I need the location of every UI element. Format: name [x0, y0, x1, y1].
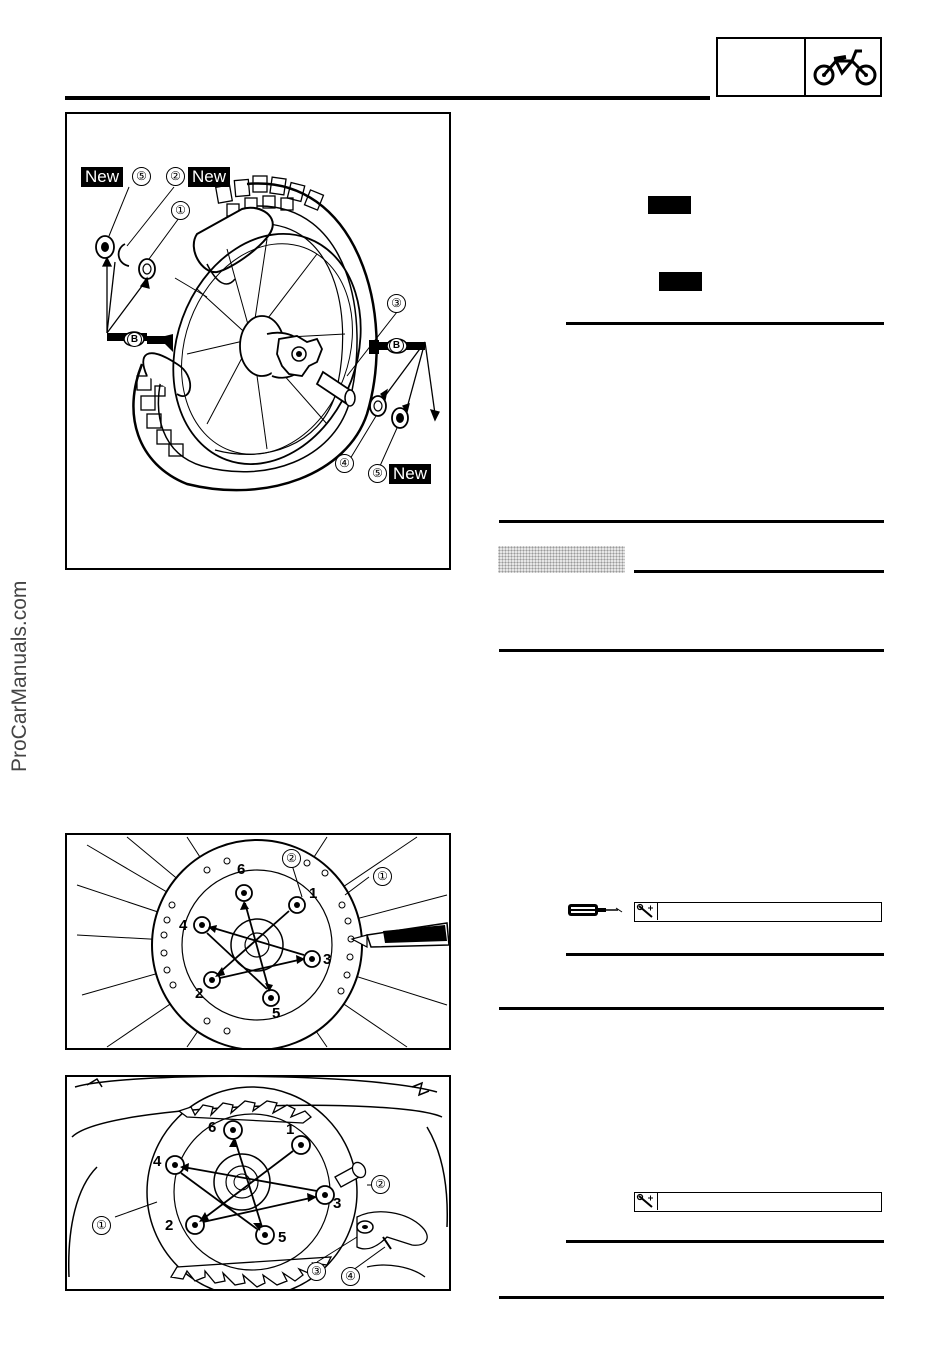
bolt-seq-5: 5 — [272, 1005, 281, 1022]
rule-r5 — [566, 953, 884, 956]
rule-r2 — [499, 520, 884, 523]
rule-r7 — [566, 1240, 884, 1243]
bolt-seq-2: 2 — [165, 1217, 174, 1234]
wrench-icon — [635, 1193, 658, 1210]
bolt-seq-4: 4 — [179, 917, 188, 934]
grease-label-b: B — [127, 332, 142, 347]
figure-sprocket — [65, 1075, 451, 1291]
new-badge: New — [81, 167, 123, 187]
rule-r3 — [634, 570, 884, 573]
torque-box-1 — [634, 902, 882, 922]
bolt-seq-6: 6 — [208, 1119, 217, 1136]
callout-5: ⑤ — [132, 167, 151, 186]
rule-r4 — [499, 649, 884, 652]
rule-r6 — [499, 1007, 884, 1010]
sprocket-drawing — [67, 1077, 449, 1289]
rule-r8 — [499, 1296, 884, 1299]
new-badge: New — [389, 464, 431, 484]
callout-3: ③ — [387, 294, 406, 313]
figure-brake-disc — [65, 833, 451, 1050]
bolt-seq-4: 4 — [153, 1153, 162, 1170]
wrench-icon — [635, 903, 658, 920]
callout-2: ② — [282, 849, 301, 868]
callout-3: ③ — [307, 1262, 326, 1281]
callout-4: ④ — [341, 1267, 360, 1286]
bolt-seq-6: 6 — [237, 861, 246, 878]
hatched-heading-box — [498, 546, 625, 573]
header-rule — [65, 96, 710, 100]
new-badge: New — [188, 167, 230, 187]
callout-4: ④ — [335, 454, 354, 473]
grease-tube-icon — [566, 901, 624, 919]
bolt-seq-3: 3 — [323, 951, 332, 968]
header-tab-box — [716, 37, 882, 97]
watermark: ProCarManuals.com — [8, 580, 31, 772]
figure-wheel-exploded — [65, 112, 451, 570]
spec-black-box-1 — [648, 196, 691, 214]
bolt-seq-3: 3 — [333, 1195, 342, 1212]
torque-box-2 — [634, 1192, 882, 1212]
callout-1: ① — [373, 867, 392, 886]
callout-2: ② — [371, 1175, 390, 1194]
spec-black-box-2 — [659, 272, 702, 291]
grease-label-b: B — [389, 338, 404, 353]
bolt-seq-1: 1 — [286, 1121, 295, 1138]
motorcycle-icon — [812, 47, 878, 87]
brake-disc-drawing — [67, 835, 449, 1048]
callout-5: ⑤ — [368, 464, 387, 483]
rule-r1 — [566, 322, 884, 325]
bolt-seq-5: 5 — [278, 1229, 287, 1246]
callout-1: ① — [92, 1216, 111, 1235]
callout-1: ① — [171, 201, 190, 220]
bolt-seq-1: 1 — [309, 885, 318, 902]
bolt-seq-2: 2 — [195, 985, 204, 1002]
callout-2: ② — [166, 167, 185, 186]
